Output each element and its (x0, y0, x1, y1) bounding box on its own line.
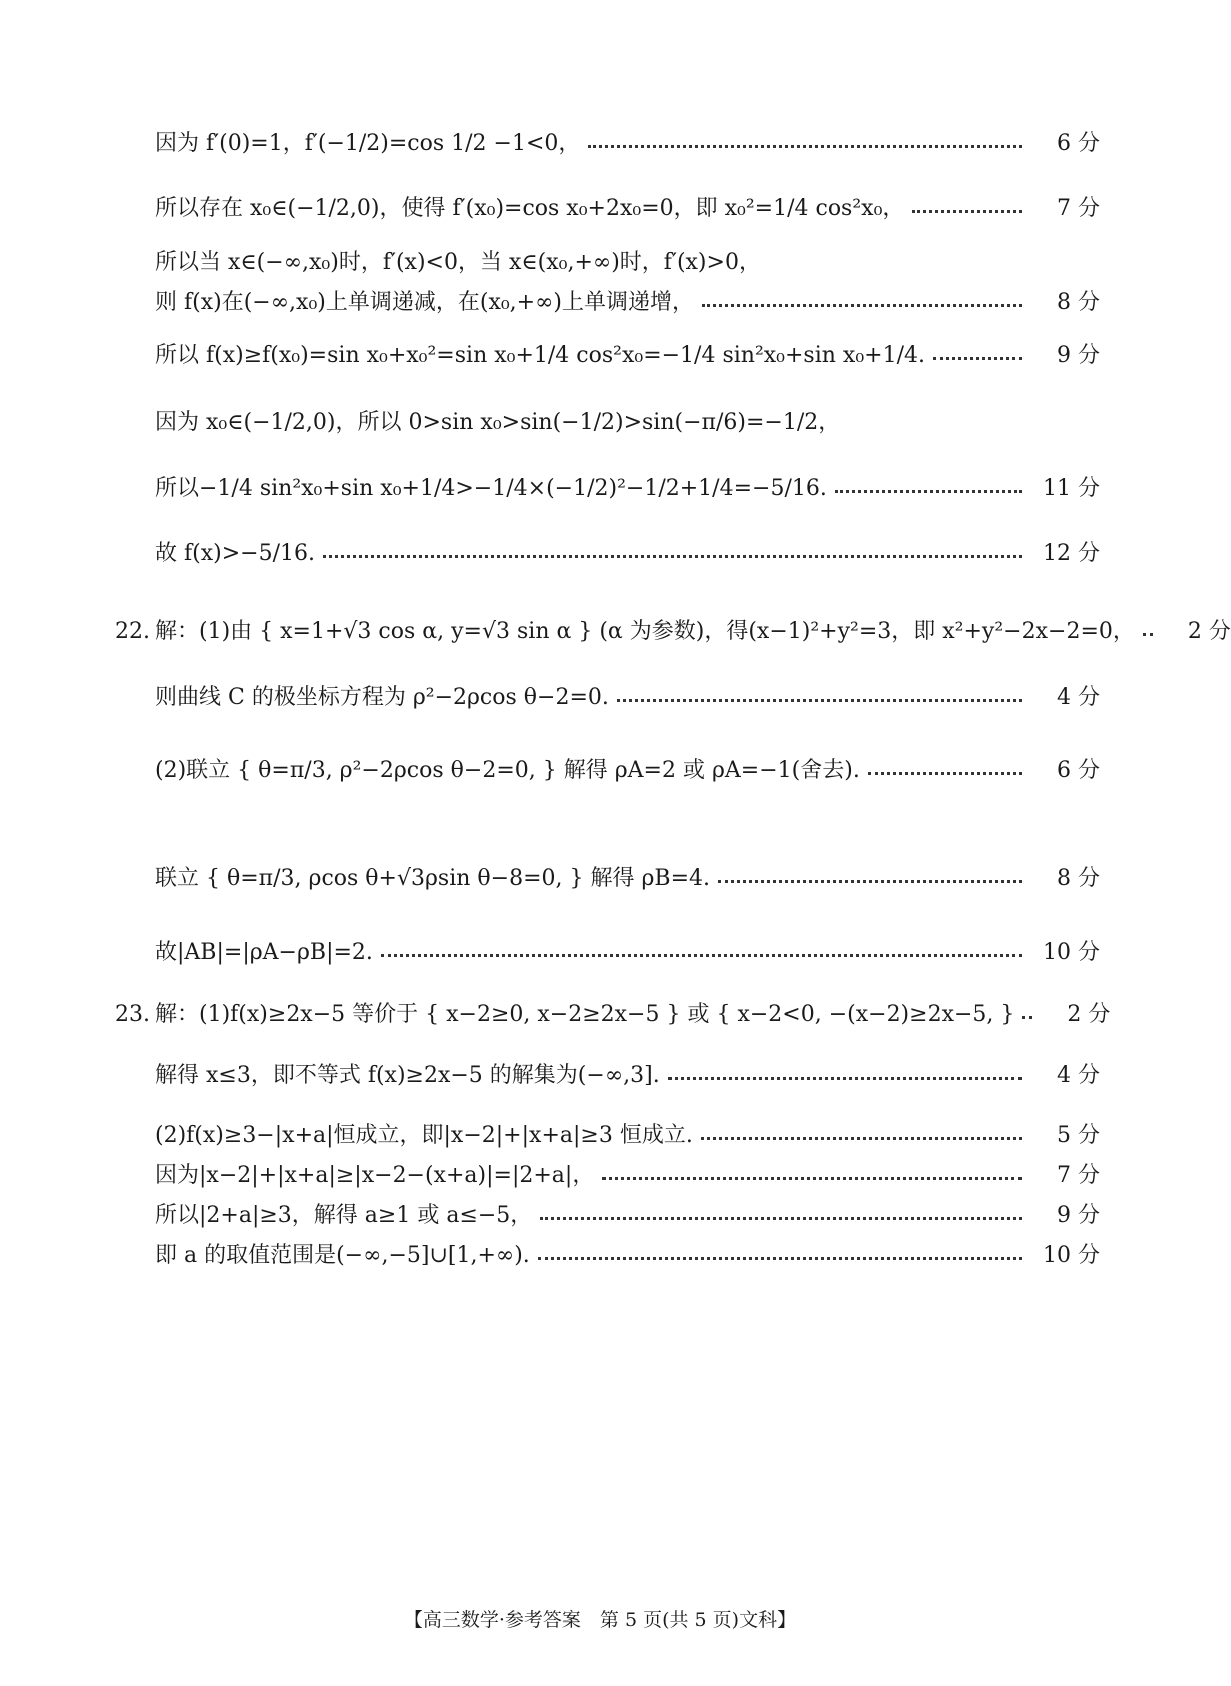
line-text: 解：(1)f(x)≥2x−5 等价于 { x−2≥0, x−2≥2x−5 } 或 { x−2<0, −(x−2)≥2x−5, } (155, 1002, 1015, 1027)
answer-line-9 (115, 619, 1231, 644)
answer-line-12 (155, 868, 1100, 890)
answer-line-1 (155, 133, 1100, 155)
line-score: 6 分 (1057, 131, 1100, 156)
dot-leader (602, 1177, 1022, 1180)
line-text: 所以当 x∈(−∞,x₀)时，f′(x)<0，当 x∈(x₀,+∞)时，f′(x)>0， (155, 250, 761, 275)
line-score: 12 分 (1043, 541, 1100, 566)
line-score: 10 分 (1043, 1243, 1100, 1268)
line-text: 所以|2+a|≥3，解得 a≥1 或 a≤−5， (155, 1203, 533, 1228)
line-text: 因为 x₀∈(−1/2,0)，所以 0>sin x₀>sin(−1/2)>sin(−π/6)=−1/2， (155, 410, 841, 435)
line-score: 2 分 (1067, 1002, 1111, 1027)
line-text: 故|AB|=|ρA−ρB|=2. (155, 940, 373, 965)
line-score: 11 分 (1043, 476, 1100, 501)
answer-line-17 (155, 1165, 1100, 1187)
answer-line-4 (155, 292, 1100, 314)
dot-leader (933, 357, 1022, 360)
dot-leader (538, 1257, 1022, 1260)
answer-line-6 (155, 412, 1100, 434)
question-number: 22. (115, 619, 150, 644)
dot-leader (617, 699, 1022, 702)
answer-line-10 (155, 687, 1100, 709)
line-score: 8 分 (1057, 866, 1100, 891)
page-footer: 【高三数学·参考答案 第 5 页(共 5 页)文科】 (403, 1609, 797, 1631)
dot-leader (381, 954, 1022, 957)
line-text: 故 f(x)>−5/16. (155, 541, 315, 566)
dot-leader (588, 145, 1022, 148)
dot-leader (912, 210, 1022, 213)
dot-leader (718, 880, 1022, 883)
answer-line-7 (155, 478, 1100, 500)
dot-leader (702, 304, 1022, 307)
answer-line-19 (155, 1245, 1100, 1267)
line-score: 6 分 (1057, 758, 1100, 783)
line-text: 解得 x≤3，即不等式 f(x)≥2x−5 的解集为(−∞,3]. (155, 1063, 660, 1088)
line-score: 7 分 (1057, 196, 1100, 221)
line-text: 因为 f′(0)=1，f′(−1/2)=cos 1/2 −1<0， (155, 131, 581, 156)
question-number: 23. (115, 1002, 150, 1027)
answer-line-2 (155, 198, 1100, 220)
dot-leader (540, 1217, 1022, 1220)
answer-line-15 (155, 1065, 1100, 1087)
dot-leader (323, 555, 1022, 558)
answer-line-18 (155, 1205, 1100, 1227)
dot-leader (701, 1137, 1022, 1140)
dot-leader (668, 1077, 1022, 1080)
answer-line-11 (155, 760, 1100, 782)
line-text: (2)f(x)≥3−|x+a|恒成立，即|x−2|+|x+a|≥3 恒成立. (155, 1123, 693, 1148)
dot-leader (868, 772, 1022, 775)
dot-leader (1143, 633, 1153, 636)
dot-leader (1022, 1016, 1032, 1019)
answer-line-16 (155, 1125, 1100, 1147)
line-score: 9 分 (1057, 1203, 1100, 1228)
line-score: 4 分 (1057, 685, 1100, 710)
line-score: 9 分 (1057, 343, 1100, 368)
answer-line-14 (115, 1002, 1111, 1027)
line-text: 即 a 的取值范围是(−∞,−5]∪[1,+∞). (155, 1243, 530, 1268)
line-score: 8 分 (1057, 290, 1100, 315)
answer-line-5 (155, 345, 1100, 367)
line-score: 10 分 (1043, 940, 1100, 965)
line-text: 所以−1/4 sin²x₀+sin x₀+1/4>−1/4×(−1/2)²−1/2+1/4=−5/16. (155, 476, 827, 501)
line-text: 所以 f(x)≥f(x₀)=sin x₀+x₀²=sin x₀+1/4 cos²x₀=−1/4 sin²x₀+sin x₀+1/4. (155, 343, 925, 368)
line-score: 5 分 (1057, 1123, 1100, 1148)
dot-leader (835, 490, 1022, 493)
line-text: 则 f(x)在(−∞,x₀)上单调递减，在(x₀,+∞)上单调递增， (155, 290, 695, 315)
answer-line-8 (155, 543, 1100, 565)
line-text: (2)联立 { θ=π/3, ρ²−2ρcos θ−2=0, } 解得 ρA=2 或 ρA=−1(舍去). (155, 758, 860, 783)
line-text: 联立 { θ=π/3, ρcos θ+√3ρsin θ−8=0, } 解得 ρB=4. (155, 866, 711, 891)
line-score: 2 分 (1187, 619, 1231, 644)
line-text: 因为|x−2|+|x+a|≥|x−2−(x+a)|=|2+a|， (155, 1163, 595, 1188)
line-text: 解：(1)由 { x=1+√3 cos α, y=√3 sin α } (α 为参数)，得(x−1)²+y²=3，即 x²+y²−2x−2=0， (155, 619, 1135, 644)
line-score: 4 分 (1057, 1063, 1100, 1088)
answer-line-3 (155, 252, 1100, 274)
line-text: 所以存在 x₀∈(−1/2,0)，使得 f′(x₀)=cos x₀+2x₀=0，即 x₀²=1/4 cos²x₀， (155, 196, 905, 221)
line-score: 7 分 (1057, 1163, 1100, 1188)
answer-line-13 (155, 942, 1100, 964)
line-text: 则曲线 C 的极坐标方程为 ρ²−2ρcos θ−2=0. (155, 685, 609, 710)
